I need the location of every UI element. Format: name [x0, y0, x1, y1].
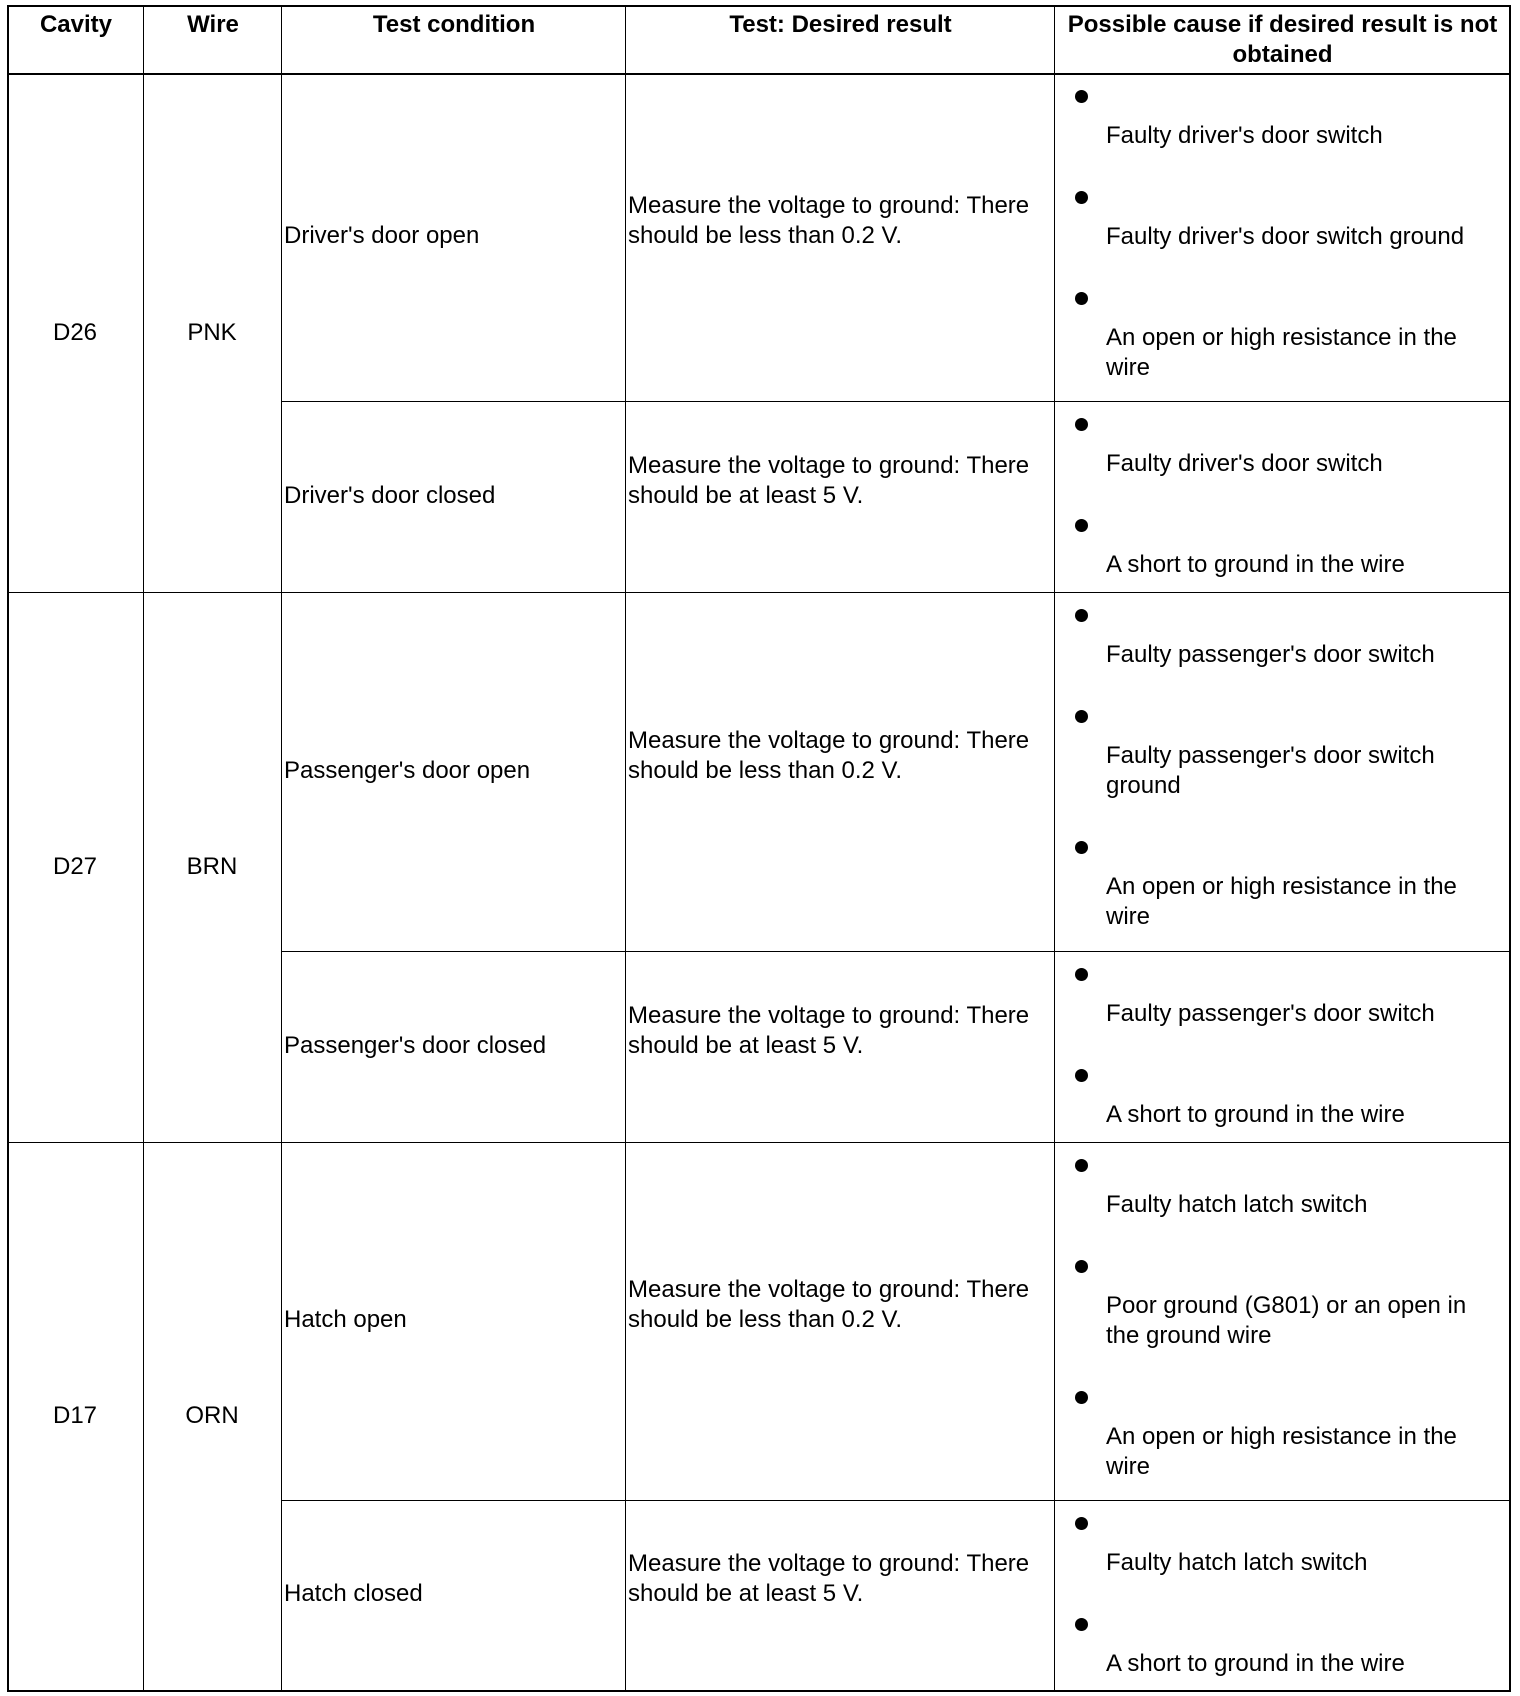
- possible-cause-item: Faulty passenger's door switch: [1106, 1000, 1435, 1027]
- table-border-top: [7, 5, 1511, 7]
- bullet-icon: [1075, 292, 1088, 305]
- bullet-icon: [1075, 519, 1088, 532]
- table-border-bottom: [7, 1690, 1511, 1692]
- possible-cause-item: An open or high resistance in the wire: [1106, 324, 1457, 381]
- bullet-icon: [1075, 191, 1088, 204]
- bullet-icon: [1075, 418, 1088, 431]
- test-condition-cell: Hatch closed: [284, 1580, 423, 1607]
- possible-cause-item: An open or high resistance in the wire: [1106, 1423, 1457, 1480]
- desired-result-cell: Measure the voltage to ground: There should be at least 5 V.: [628, 1550, 1030, 1607]
- wire-color-cell: PNK: [187, 318, 237, 346]
- bullet-icon: [1075, 1260, 1088, 1273]
- bullet-icon: [1075, 1391, 1088, 1404]
- row-divider: [281, 951, 1509, 952]
- cavity-cell: D26: [52, 318, 98, 346]
- row-divider: [281, 1500, 1509, 1501]
- header-cavity: Cavity: [39, 11, 113, 38]
- possible-cause-item: An open or high resistance in the wire: [1106, 873, 1457, 930]
- desired-result-cell: Measure the voltage to ground: There should be at least 5 V.: [628, 452, 1030, 509]
- possible-cause-item: Faulty passenger's door switch: [1106, 641, 1435, 668]
- bullet-icon: [1075, 90, 1088, 103]
- test-condition-cell: Hatch open: [284, 1306, 407, 1333]
- possible-cause-item: A short to ground in the wire: [1106, 1650, 1405, 1677]
- table-border-right: [1509, 5, 1511, 1692]
- header-test-condition: Test condition: [372, 11, 536, 38]
- row-divider: [281, 401, 1509, 402]
- possible-cause-item: A short to ground in the wire: [1106, 1101, 1405, 1128]
- wire-color-cell: ORN: [185, 1402, 239, 1429]
- cavity-cell: D27: [52, 853, 98, 880]
- possible-cause-item: A short to ground in the wire: [1106, 551, 1405, 578]
- desired-result-cell: Measure the voltage to ground: There should be less than 0.2 V.: [628, 192, 1030, 249]
- column-divider: [1054, 5, 1055, 1692]
- bullet-icon: [1075, 1069, 1088, 1082]
- bullet-icon: [1075, 710, 1088, 723]
- bullet-icon: [1075, 609, 1088, 622]
- bullet-icon: [1075, 968, 1088, 981]
- column-divider: [281, 5, 282, 1692]
- header-desired-result: Test: Desired result: [729, 11, 952, 38]
- test-condition-cell: Driver's door closed: [284, 482, 496, 509]
- possible-cause-item: Faulty driver's door switch: [1106, 450, 1383, 477]
- cavity-cell: D17: [52, 1402, 98, 1429]
- bullet-icon: [1075, 1517, 1088, 1530]
- possible-cause-item: Faulty passenger's door switch ground: [1106, 742, 1435, 799]
- test-condition-cell: Passenger's door closed: [284, 1032, 547, 1059]
- test-condition-cell: Passenger's door open: [284, 757, 531, 784]
- possible-cause-item: Poor ground (G801) or an open in the ground wire: [1106, 1292, 1467, 1349]
- wire-color-cell: BRN: [186, 853, 238, 880]
- possible-cause-item: Faulty hatch latch switch: [1106, 1191, 1368, 1218]
- desired-result-cell: Measure the voltage to ground: There should be at least 5 V.: [628, 1002, 1030, 1059]
- bullet-icon: [1075, 841, 1088, 854]
- possible-cause-item: Faulty driver's door switch: [1106, 122, 1383, 149]
- desired-result-cell: Measure the voltage to ground: There should be less than 0.2 V.: [628, 1276, 1030, 1333]
- possible-cause-item: Faulty hatch latch switch: [1106, 1549, 1368, 1576]
- desired-result-cell: Measure the voltage to ground: There should be less than 0.2 V.: [628, 727, 1030, 784]
- bullet-icon: [1075, 1618, 1088, 1631]
- bullet-icon: [1075, 1159, 1088, 1172]
- column-divider: [625, 5, 626, 1692]
- possible-cause-item: Faulty driver's door switch ground: [1106, 223, 1465, 250]
- header-wire: Wire: [187, 11, 239, 38]
- header-possible-cause: Possible cause if desired result is not obtained: [1067, 11, 1498, 68]
- test-condition-cell: Driver's door open: [284, 222, 480, 249]
